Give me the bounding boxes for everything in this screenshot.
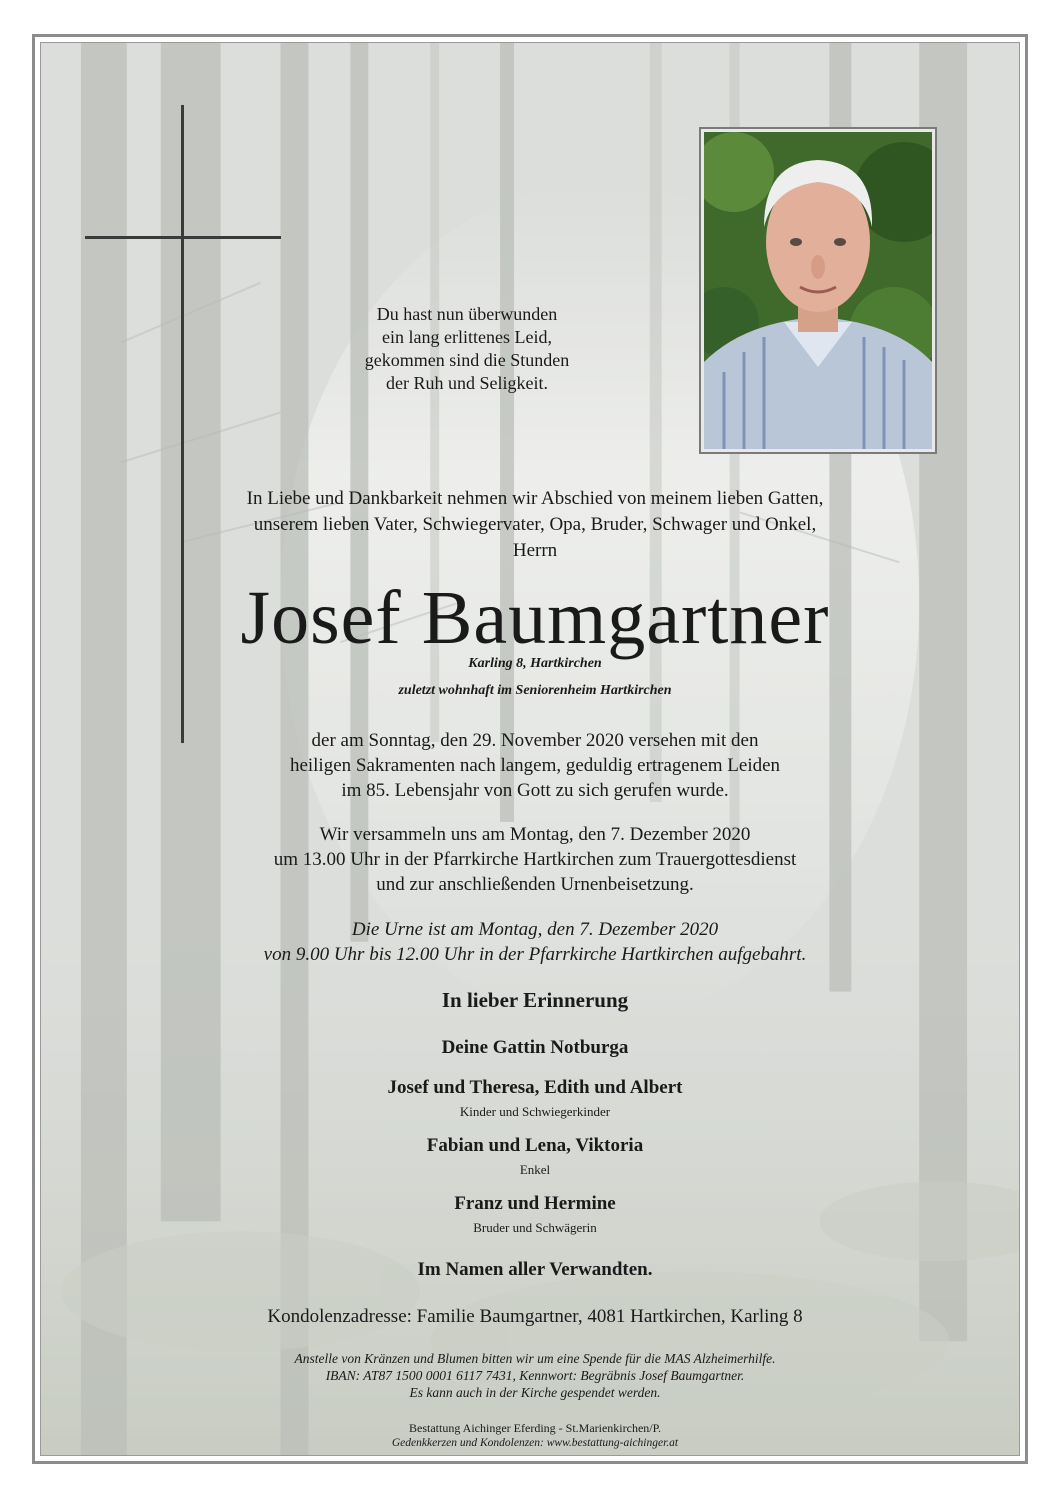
family-member-name: Deine Gattin Notburga	[441, 1037, 629, 1058]
condolence-address: Kondolenzadresse: Familie Baumgartner, 4081 Hartkirchen, Karling 8	[267, 1306, 803, 1327]
portrait-photo	[704, 132, 932, 449]
deceased-name: Josef Baumgartner	[240, 576, 830, 660]
footer	[60, 1421, 1010, 1451]
family-member-role: Kinder und Schwiegerkinder	[459, 1104, 611, 1119]
urn-line: Die Urne ist am Montag, den 7. Dezember 2020	[351, 919, 719, 940]
death-line: heiligen Sakramenten nach langem, geduldig ertragenem Leiden	[289, 755, 781, 776]
donation-line: Es kann auch in der Kirche gespendet werden.	[409, 1385, 661, 1400]
death-notice	[60, 728, 1010, 803]
service-notice	[60, 822, 1010, 897]
death-line: im 85. Lebensjahr von Gott zu sich gerufen wurde.	[341, 780, 729, 801]
verse-line: ein lang erlittenes Leid,	[382, 327, 552, 347]
verse-line: der Ruh und Seligkeit.	[386, 373, 548, 393]
footer-company: Bestattung Aichinger Eferding - St.Marienkirchen/P.	[409, 1421, 661, 1435]
cross-horizontal-bar	[85, 236, 281, 239]
family-member-name: Josef und Theresa, Edith und Albert	[387, 1077, 683, 1098]
deceased-address: Karling 8, Hartkirchen	[468, 656, 602, 671]
family-member-name: Fabian und Lena, Viktoria	[426, 1135, 644, 1156]
donation-notice	[60, 1350, 1010, 1401]
urn-notice	[60, 917, 1010, 967]
footer-website: Gedenkkerzen und Kondolenzen: www.bestattung-aichinger.at	[391, 1437, 679, 1449]
deceased-residence: zuletzt wohnhaft im Seniorenheim Hartkirchen	[398, 683, 672, 698]
urn-line: von 9.00 Uhr bis 12.00 Uhr in der Pfarrkirche Hartkirchen aufgebahrt.	[263, 944, 807, 965]
verse-line: gekommen sind die Stunden	[364, 350, 570, 370]
memorial-verse	[262, 303, 672, 395]
farewell-intro	[60, 486, 1010, 564]
family-member-role: Enkel	[519, 1162, 551, 1177]
donation-line: Anstelle von Kränzen und Blumen bitten wir um eine Spende für die MAS Alzheimerhilfe.	[294, 1351, 776, 1366]
closing-line: Im Namen aller Verwandten.	[417, 1259, 653, 1280]
memory-title: In lieber Erinnerung	[441, 988, 629, 1012]
intro-line: unserem lieben Vater, Schwiegervater, Opa, Bruder, Schwager und Onkel,	[253, 514, 817, 535]
verse-line: Du hast nun überwunden	[376, 304, 558, 324]
service-line: Wir versammeln uns am Montag, den 7. Dezember 2020	[319, 824, 751, 845]
intro-line: Herrn	[512, 540, 558, 561]
family-member-role: Bruder und Schwägerin	[473, 1220, 597, 1235]
intro-line: In Liebe und Dankbarkeit nehmen wir Abschied von meinem lieben Gatten,	[246, 488, 824, 509]
death-line: der am Sonntag, den 29. November 2020 versehen mit den	[311, 730, 759, 751]
service-line: und zur anschließenden Urnenbeisetzung.	[376, 874, 694, 895]
family-member-name: Franz und Hermine	[454, 1193, 616, 1214]
portrait-frame	[699, 127, 937, 454]
donation-line: IBAN: AT87 1500 0001 6117 7431, Kennwort: Begräbnis Josef Baumgartner.	[325, 1368, 745, 1383]
service-line: um 13.00 Uhr in der Pfarrkirche Hartkirchen zum Trauergottesdienst	[273, 849, 797, 870]
